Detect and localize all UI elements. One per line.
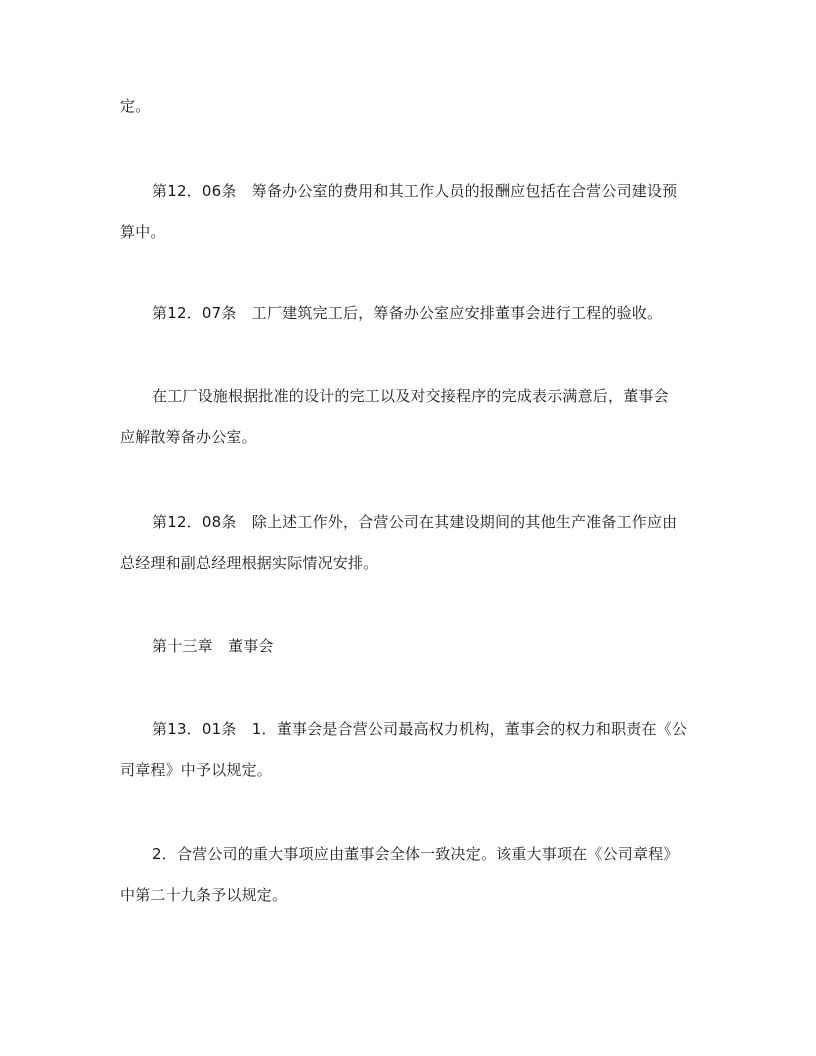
article-13-01-line-2: 司章程》中予以规定。	[120, 761, 273, 779]
paragraph-continuation-line: 定。	[120, 97, 151, 115]
article-13-01-item-2-line-2: 中第二十九条予以规定。	[120, 886, 288, 904]
chapter-13-heading: 第十三章 董事会	[152, 637, 274, 655]
article-13-01-line-1: 第13．01条 1．董事会是合营公司最高权力机构，董事会的权力和职责在《公	[152, 720, 688, 738]
article-12-07: 第12．07条 工厂建筑完工后，筹备办公室应安排董事会进行工程的验收。	[152, 304, 663, 322]
article-12-06-line-1: 第12．06条 筹备办公室的费用和其工作人员的报酬应包括在合营公司建设预	[152, 182, 678, 200]
article-12-06-line-2: 算中。	[120, 223, 166, 241]
paragraph-handover-line-2: 应解散筹备办公室。	[120, 428, 257, 446]
paragraph-handover-line-1: 在工厂设施根据批准的设计的完工以及对交接程序的完成表示满意后，董事会	[152, 387, 669, 405]
article-12-08-line-2: 总经理和副总经理根据实际情况安排。	[120, 554, 379, 572]
article-12-08-line-1: 第12．08条 除上述工作外，合营公司在其建设期间的其他生产准备工作应由	[152, 513, 678, 531]
article-13-01-item-2-line-1: 2．合营公司的重大事项应由董事会全体一致决定。该重大事项在《公司章程》	[152, 845, 679, 863]
